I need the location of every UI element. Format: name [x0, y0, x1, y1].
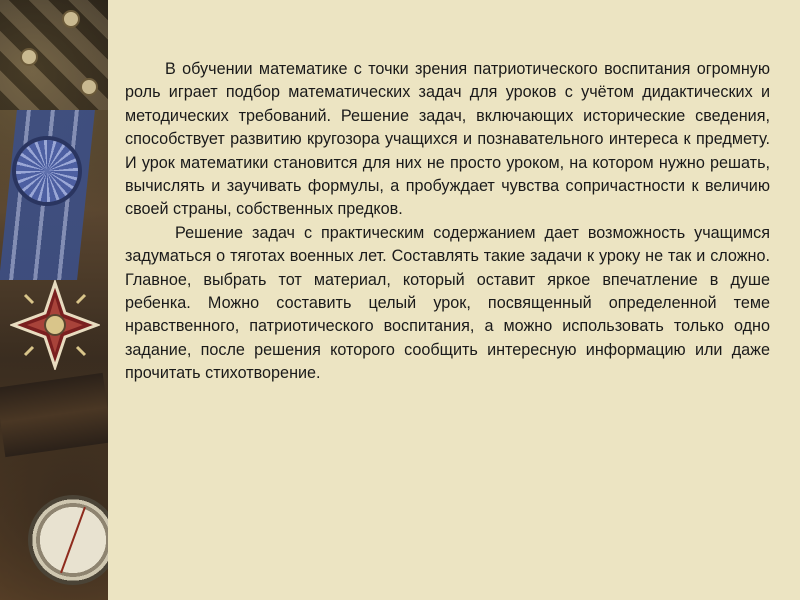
paragraph-1: В обучении математике с точки зрения патриотического воспитания огромную роль играет подбор математических задач для уроков с учётом дидактических и методических требований. Решение задач, включающих исторические сведения, способствует развитию кругозора учащихся и познавательного интереса к предмету. И урок математики становится для них не просто уроком, на котором нужно решать, вычислять и заучивать формулы, а пробуждает чувства сопричастности к величию своей страны, собственных предков. — [125, 60, 770, 219]
compass-icon — [28, 495, 108, 585]
rosette-icon — [16, 140, 78, 202]
paragraph-2: Решение задач с практическим содержанием дает возможность учащимся задуматься о тяготах военных лет. Составлять такие задачи к уроку не так и сложно. Главное, выбрать тот материал, который оставит яркое впечатление в душе ребенка. Можно составить целый урок, посвященный определенной теме нравственного, патриотического воспитания, а можно использовать только одно задание, после решения которого сообщить интересную информацию или даже прочитать стихотворение. — [125, 223, 770, 383]
rivet-icon — [80, 78, 98, 96]
rivet-icon — [62, 10, 80, 28]
slide-text-block — [125, 58, 770, 386]
watch-strap-icon — [0, 373, 108, 457]
rivet-icon — [20, 48, 38, 66]
medal-cross-icon — [10, 280, 100, 370]
decorative-side-image — [0, 0, 108, 600]
